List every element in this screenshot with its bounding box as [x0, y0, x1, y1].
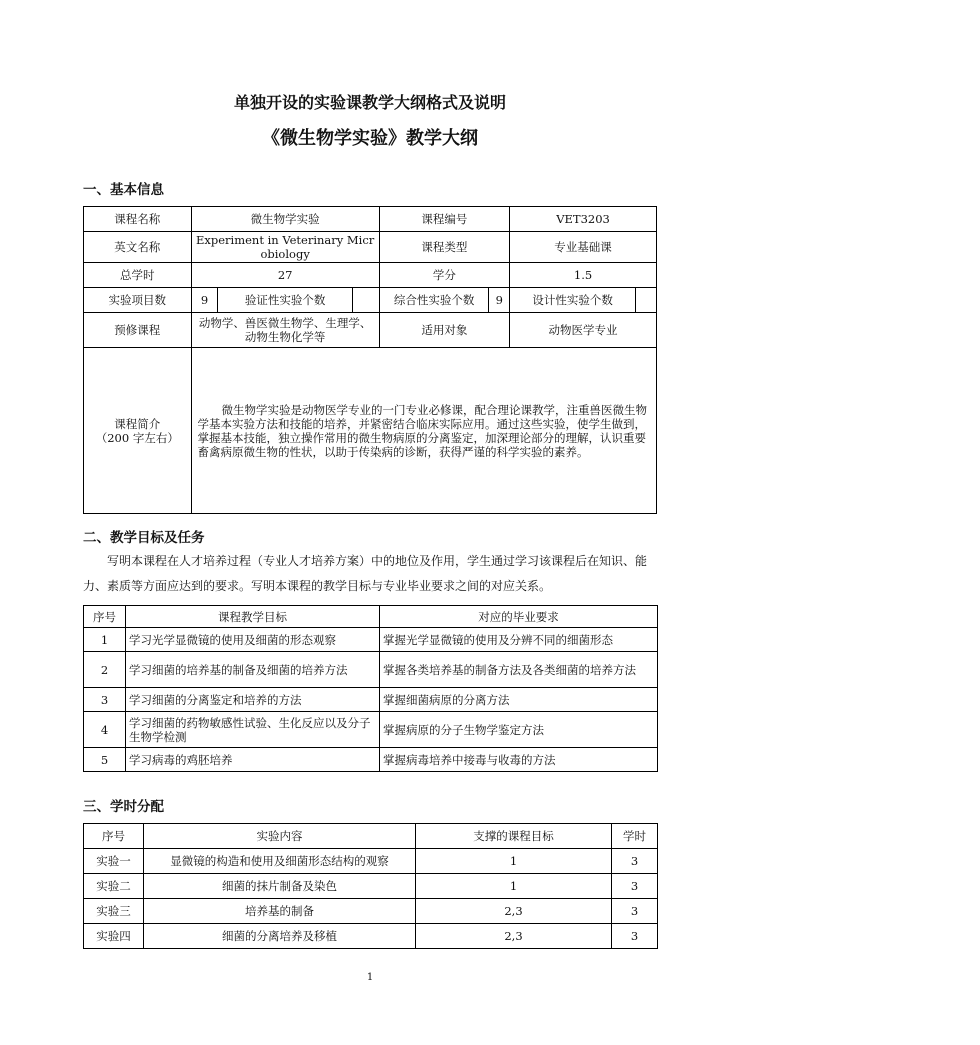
row-goal: 学习病毒的鸡胚培养: [126, 748, 380, 772]
course-intro-label: [84, 348, 192, 514]
table-row: [84, 628, 658, 652]
row-content: 培养基的制备: [144, 899, 416, 924]
goals-paragraph: [83, 549, 663, 599]
row-requirement: 掌握细菌病原的分离方法: [380, 688, 658, 712]
row-no: 实验二: [84, 874, 144, 899]
course-intro-label-line2: （200 字左右）: [95, 430, 179, 445]
row-goal: 2,3: [416, 924, 612, 949]
credits-value: 1.5: [510, 263, 657, 288]
table-row: [84, 712, 658, 748]
audience-label: 适用对象: [379, 313, 509, 348]
table-row: [84, 232, 657, 263]
row-hours: 3: [612, 874, 658, 899]
page-number: 1: [366, 972, 374, 983]
table-header-row: [84, 606, 658, 628]
course-intro-text: [191, 348, 656, 514]
row-hours: 3: [612, 899, 658, 924]
verify-count-label: 验证性实验个数: [218, 288, 352, 313]
header-content: 实验内容: [144, 824, 416, 849]
design-count-value: [636, 288, 657, 313]
basic-info-table: [83, 206, 657, 514]
audience-value: 动物医学专业: [510, 313, 657, 348]
row-no: 实验一: [84, 849, 144, 874]
table-row: [84, 924, 658, 949]
english-name-value: Experiment in Veterinary Microbiology: [191, 232, 379, 263]
row-requirement: 掌握光学显微镜的使用及分辨不同的细菌形态: [380, 628, 658, 652]
header-goal: 支撑的课程目标: [416, 824, 612, 849]
table-row: [84, 348, 657, 514]
document-title: 单独开设的实验课教学大纲格式及说明: [233, 93, 506, 112]
course-name-value: 微生物学实验: [191, 207, 379, 232]
row-requirement: 掌握病原的分子生物学鉴定方法: [380, 712, 658, 748]
course-intro-label-line1: 课程简介: [114, 416, 161, 431]
header-no: 序号: [84, 606, 126, 628]
comprehensive-count-label: 综合性实验个数: [379, 288, 489, 313]
table-row: [84, 263, 657, 288]
hours-allocation-table: [83, 823, 658, 949]
credits-label: 学分: [379, 263, 509, 288]
row-no: 4: [84, 712, 126, 748]
row-goal: 学习细菌的培养基的制备及细菌的培养方法: [126, 652, 380, 688]
syllabus-title: 《微生物学实验》教学大纲: [262, 128, 478, 149]
row-hours: 3: [612, 849, 658, 874]
course-intro-paragraph: 微生物学实验是动物医学专业的一门专业必修课，配合理论课教学，注重兽医微生物学基本实验方法和技能的培养，并紧密结合临床实际应用。通过这些实验，使学生做到，掌握基本技能，独立操作常用的微生物病原的分离鉴定，加深理论部分的理解，认识重要畜禽病原微生物的性状，以助于传染病的诊断，获得严谨的科学实验的素养。: [197, 402, 648, 459]
header-requirement: 对应的毕业要求: [380, 606, 658, 628]
row-requirement: 掌握各类培养基的制备方法及各类细菌的培养方法: [380, 652, 658, 688]
course-code-label: 课程编号: [379, 207, 509, 232]
header-hours: 学时: [612, 824, 658, 849]
header-no: 序号: [84, 824, 144, 849]
row-no: 实验三: [84, 899, 144, 924]
table-row: [84, 652, 658, 688]
course-code-value: VET3203: [510, 207, 657, 232]
table-row: [84, 207, 657, 232]
table-row: [84, 313, 657, 348]
row-goal: 1: [416, 849, 612, 874]
table-row: [84, 899, 658, 924]
goals-paragraph-text: 写明本课程在人才培养过程（专业人才培养方案）中的地位及作用，学生通过学习该课程后在知识、能力、素质等方面应达到的要求。写明本课程的教学目标与专业毕业要求之间的对应关系。: [83, 554, 648, 593]
table-row: [84, 849, 658, 874]
teaching-goals-table: [83, 605, 658, 772]
row-content: 细菌的分离培养及移植: [144, 924, 416, 949]
row-no: 1: [84, 628, 126, 652]
course-name-label: 课程名称: [84, 207, 192, 232]
row-goal: 学习光学显微镜的使用及细菌的形态观察: [126, 628, 380, 652]
section-heading-hours: 三、学时分配: [83, 799, 164, 815]
row-no: 5: [84, 748, 126, 772]
table-row: [84, 688, 658, 712]
row-goal: 2,3: [416, 899, 612, 924]
comprehensive-count-value: 9: [489, 288, 510, 313]
header-goal: 课程教学目标: [126, 606, 380, 628]
prereq-label: 预修课程: [84, 313, 192, 348]
total-hours-value: 27: [191, 263, 379, 288]
prereq-value: 动物学、兽医微生物学、生理学、动物生物化学等: [191, 313, 379, 348]
row-requirement: 掌握病毒培养中接毒与收毒的方法: [380, 748, 658, 772]
row-goal: 1: [416, 874, 612, 899]
row-no: 3: [84, 688, 126, 712]
row-no: 2: [84, 652, 126, 688]
table-header-row: [84, 824, 658, 849]
design-count-label: 设计性实验个数: [510, 288, 636, 313]
total-hours-label: 总学时: [84, 263, 192, 288]
course-type-value: 专业基础课: [510, 232, 657, 263]
project-count-label: 实验项目数: [84, 288, 192, 313]
table-row: [84, 874, 658, 899]
row-content: 细菌的抹片制备及染色: [144, 874, 416, 899]
row-goal: 学习细菌的分离鉴定和培养的方法: [126, 688, 380, 712]
project-count-value: 9: [191, 288, 218, 313]
row-content: 显微镜的构造和使用及细菌形态结构的观察: [144, 849, 416, 874]
table-row: [84, 748, 658, 772]
row-hours: 3: [612, 924, 658, 949]
english-name-label: 英文名称: [84, 232, 192, 263]
row-goal: 学习细菌的药物敏感性试验、生化反应以及分子生物学检测: [126, 712, 380, 748]
row-no: 实验四: [84, 924, 144, 949]
verify-count-value: [352, 288, 379, 313]
section-heading-basic-info: 一、基本信息: [83, 182, 164, 198]
table-row: [84, 288, 657, 313]
course-type-label: 课程类型: [379, 232, 509, 263]
section-heading-goals: 二、教学目标及任务: [83, 530, 205, 546]
